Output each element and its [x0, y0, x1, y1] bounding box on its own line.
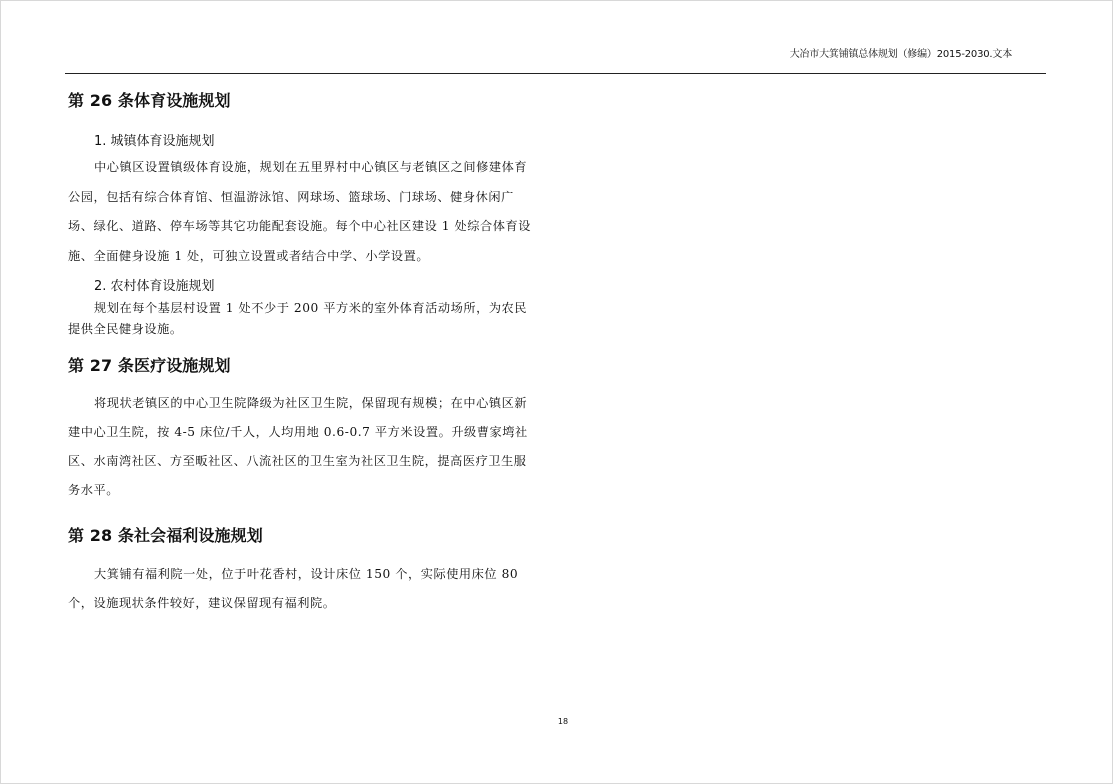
section-heading-27: 第 27 条医疗设施规划: [68, 356, 231, 375]
header-divider: [65, 73, 1046, 74]
document-header-title: 大冶市大箕铺镇总体规划（修编）2015-2030.文本: [789, 49, 1012, 60]
subsection-title-rural-sports: 2. 农村体育设施规划: [94, 279, 215, 294]
paragraph-medical: 将现状老镇区的中心卫生院降级为社区卫生院，保留现有规模；在中心镇区新建中心卫生院，按 4-5 床位/千人，人均用地 0.6-0.7 平方米设置。升级曹家塆社区、水南湾社区、方至畈社区、八流社区的卫生室为社区卫生院，提高医疗卫生服务水平。: [68, 396, 528, 497]
paragraph-welfare: 大箕铺有福利院一处，位于叶花香村，设计床位 150 个，实际使用床位 80 个，设施现状条件较好，建议保留现有福利院。: [68, 567, 519, 610]
paragraph-rural-sports: 规划在每个基层村设置 1 处不少于 200 平方米的室外体育活动场所，为农民提供全民健身设施。: [68, 301, 528, 336]
section-heading-26: 第 26 条体育设施规划: [68, 91, 231, 110]
paragraph-town-sports: 中心镇区设置镇级体育设施，规划在五里界村中心镇区与老镇区之间修建体育公园，包括有综合体育馆、恒温游泳馆、网球场、篮球场、门球场、健身休闲广场、绿化、道路、停车场等其它功能配套设施。每个中心社区建设 1 处综合体育设施、全面健身设施 1 处，可独立设置或者结合中学、小学设置。: [68, 160, 531, 263]
subsection-title-town-sports: 1. 城镇体育设施规划: [94, 134, 215, 149]
section-heading-28: 第 28 条社会福利设施规划: [68, 526, 263, 545]
page-number: 18: [557, 717, 569, 726]
